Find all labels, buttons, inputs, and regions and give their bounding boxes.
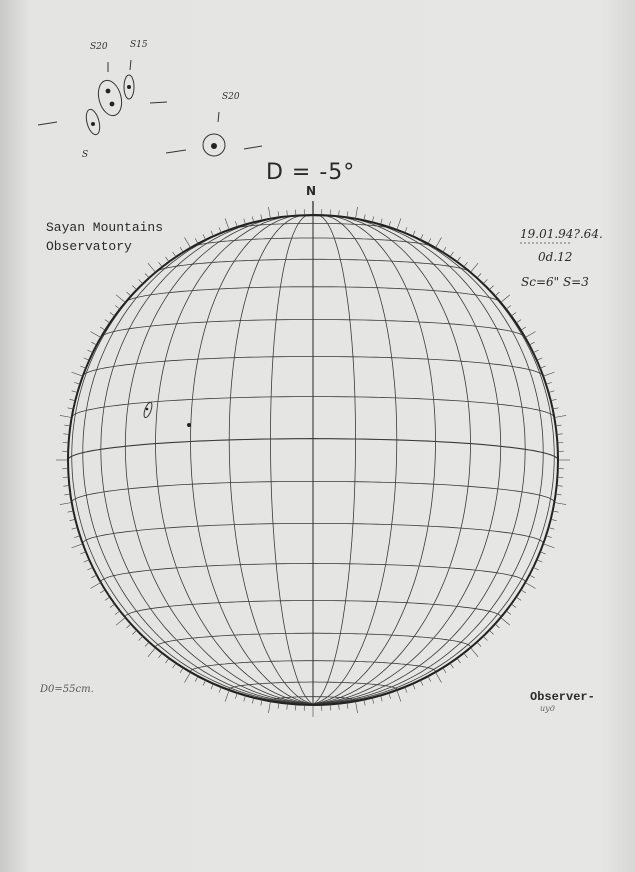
longitude-line xyxy=(313,216,471,704)
limb-tick xyxy=(443,668,446,673)
sketch-label-s15: S15 xyxy=(130,40,148,50)
limb-tick xyxy=(405,687,407,693)
limb-tick xyxy=(166,257,170,262)
limb-tick xyxy=(203,680,206,685)
limb-tick xyxy=(450,252,453,257)
sketch-label-s: S xyxy=(82,150,89,160)
limb-tick xyxy=(185,237,191,247)
observation-time: 0d.12 xyxy=(538,250,573,264)
sketch-umbra xyxy=(106,89,111,94)
limb-tick xyxy=(195,238,198,243)
limb-tick xyxy=(450,663,453,668)
limb-tick xyxy=(185,672,191,682)
limb-tick xyxy=(483,636,487,640)
limb-tick xyxy=(477,274,481,278)
limb-tick xyxy=(139,636,143,640)
limb-tick xyxy=(127,624,131,628)
limb-tick xyxy=(356,207,358,219)
sketch-tick xyxy=(130,60,131,70)
sketch-umbra xyxy=(127,85,131,89)
limb-tick xyxy=(464,262,468,267)
limb-tick xyxy=(244,696,246,702)
sunspot-group-disk xyxy=(142,401,153,418)
limb-tick xyxy=(540,552,546,554)
limb-tick xyxy=(139,279,143,283)
limb-tick xyxy=(235,221,237,227)
longitude-line xyxy=(229,215,313,704)
limb-tick xyxy=(420,680,423,685)
observer-label: Observer- xyxy=(530,690,595,704)
sketch-dash xyxy=(150,102,167,103)
limb-tick xyxy=(100,327,105,330)
limb-tick xyxy=(60,415,72,417)
limb-tick xyxy=(148,648,156,657)
limb-tick xyxy=(537,560,543,562)
observatory-line-2: Observatory xyxy=(46,239,132,254)
longitude-line xyxy=(313,215,356,704)
limb-tick xyxy=(489,630,493,634)
limb-tick xyxy=(268,207,270,219)
limb-tick xyxy=(436,237,442,247)
limb-tick xyxy=(268,701,270,713)
limb-tick xyxy=(195,676,198,681)
limb-tick xyxy=(389,693,391,699)
observation-date: 19.01.94?.64. xyxy=(520,227,603,241)
limb-tick xyxy=(356,701,358,713)
disk-diameter: D0=55cm. xyxy=(40,684,94,695)
limb-tick xyxy=(381,696,383,702)
limb-tick xyxy=(110,604,115,608)
sketch-penumbra xyxy=(95,78,126,118)
limb-tick xyxy=(525,332,535,338)
limb-tick xyxy=(436,672,442,682)
sketch-umbra xyxy=(91,122,95,126)
limb-tick xyxy=(516,320,521,323)
limb-tick xyxy=(116,618,125,626)
limb-tick xyxy=(219,227,221,233)
limb-tick xyxy=(105,320,110,323)
limb-tick xyxy=(483,279,487,283)
limb-tick xyxy=(389,221,391,227)
limb-tick xyxy=(511,604,516,608)
limb-tick xyxy=(116,295,125,303)
limb-tick xyxy=(235,693,237,699)
limb-tick xyxy=(74,382,80,384)
limb-tick xyxy=(521,327,526,330)
limb-tick xyxy=(549,391,555,393)
observer-signature: иуд xyxy=(540,704,555,713)
limb-tick xyxy=(80,366,86,368)
north-marker: N xyxy=(306,184,317,198)
sketch-dash xyxy=(38,122,57,125)
limb-tick xyxy=(471,263,479,272)
limb-tick xyxy=(543,372,554,376)
limb-tick xyxy=(525,583,535,589)
longitude-line xyxy=(313,215,436,704)
limb-tick xyxy=(90,332,100,338)
limb-tick xyxy=(84,358,90,360)
limb-tick xyxy=(115,611,120,615)
limb-tick xyxy=(537,358,543,360)
limb-tick xyxy=(180,247,183,252)
limb-tick xyxy=(477,642,481,646)
limb-tick xyxy=(132,286,136,290)
limb-tick xyxy=(74,536,80,538)
longitude-line xyxy=(156,216,314,704)
limb-tick xyxy=(145,642,149,646)
limb-tick xyxy=(91,342,96,345)
sunspot-umbra xyxy=(146,408,149,411)
limb-tick xyxy=(533,350,538,353)
sketch-label-s20-b: S20 xyxy=(222,92,240,102)
limb-tick xyxy=(80,552,86,554)
limb-tick xyxy=(489,286,493,290)
limb-tick xyxy=(506,306,511,310)
limb-tick xyxy=(554,503,566,505)
limb-tick xyxy=(428,238,431,243)
limb-tick xyxy=(501,295,510,303)
limb-tick xyxy=(72,544,83,548)
sketch-umbra xyxy=(110,102,115,107)
limb-tick xyxy=(495,624,499,628)
limb-tick xyxy=(166,658,170,663)
limb-tick xyxy=(173,252,176,257)
limb-tick xyxy=(60,503,72,505)
limb-tick xyxy=(543,544,554,548)
limb-tick xyxy=(381,219,383,225)
longitude-line xyxy=(191,215,314,704)
limb-tick xyxy=(428,676,431,681)
sketch-label-s20-a: S20 xyxy=(90,42,108,52)
limb-tick xyxy=(105,597,110,600)
limb-tick xyxy=(244,219,246,225)
limb-tick xyxy=(72,528,78,530)
limb-tick xyxy=(110,313,115,317)
limb-tick xyxy=(211,231,213,237)
limb-tick xyxy=(159,262,163,267)
limb-tick xyxy=(397,690,401,701)
limb-tick xyxy=(420,234,423,239)
sunspot-single xyxy=(187,423,191,427)
limb-tick xyxy=(529,342,534,345)
declination-title: D = -5° xyxy=(266,160,356,185)
limb-tick xyxy=(127,292,131,296)
limb-tick xyxy=(145,274,149,278)
limb-tick xyxy=(173,663,176,668)
observatory-name xyxy=(46,218,163,256)
limb-tick xyxy=(84,560,90,562)
limb-tick xyxy=(405,227,407,233)
limb-tick xyxy=(100,590,105,593)
limb-tick xyxy=(132,630,136,634)
limb-tick xyxy=(533,567,538,570)
limb-tick xyxy=(90,583,100,589)
limb-tick xyxy=(457,257,461,262)
limb-tick xyxy=(443,247,446,252)
limb-tick xyxy=(159,653,163,658)
limb-tick xyxy=(457,658,461,663)
limb-tick xyxy=(546,382,552,384)
limb-tick xyxy=(219,687,221,693)
limb-tick xyxy=(549,528,555,530)
limb-tick xyxy=(529,575,534,578)
limb-tick xyxy=(91,575,96,578)
limb-tick xyxy=(115,306,120,310)
limb-tick xyxy=(72,391,78,393)
longitude-line xyxy=(313,215,397,704)
limb-tick xyxy=(397,219,401,230)
longitude-line xyxy=(313,218,525,704)
limb-tick xyxy=(203,234,206,239)
limb-tick xyxy=(225,219,229,230)
longitude-line xyxy=(271,215,314,704)
limb-tick xyxy=(516,597,521,600)
limb-tick xyxy=(211,684,213,690)
sketch-umbra xyxy=(211,143,217,149)
sketch-tick xyxy=(218,112,219,122)
limb-tick xyxy=(180,668,183,673)
limb-tick xyxy=(471,648,479,657)
limb-tick xyxy=(87,567,92,570)
limb-tick xyxy=(148,263,156,272)
limb-tick xyxy=(72,372,83,376)
limb-tick xyxy=(87,350,92,353)
sketch-dash xyxy=(244,146,262,149)
longitude-line xyxy=(101,218,313,704)
limb-tick xyxy=(413,684,415,690)
limb-tick xyxy=(495,292,499,296)
limb-tick xyxy=(501,618,510,626)
limb-tick xyxy=(521,590,526,593)
seeing-conditions: Sc=6" S=3 xyxy=(521,275,589,289)
limb-tick xyxy=(506,611,511,615)
limb-tick xyxy=(511,313,516,317)
limb-tick xyxy=(546,536,552,538)
limb-tick xyxy=(225,690,229,701)
limb-tick xyxy=(464,653,468,658)
sketch-dash xyxy=(166,150,186,153)
observatory-line-1: Sayan Mountains xyxy=(46,220,164,235)
limb-tick xyxy=(413,231,415,237)
limb-tick xyxy=(540,366,546,368)
limb-tick xyxy=(554,415,566,417)
